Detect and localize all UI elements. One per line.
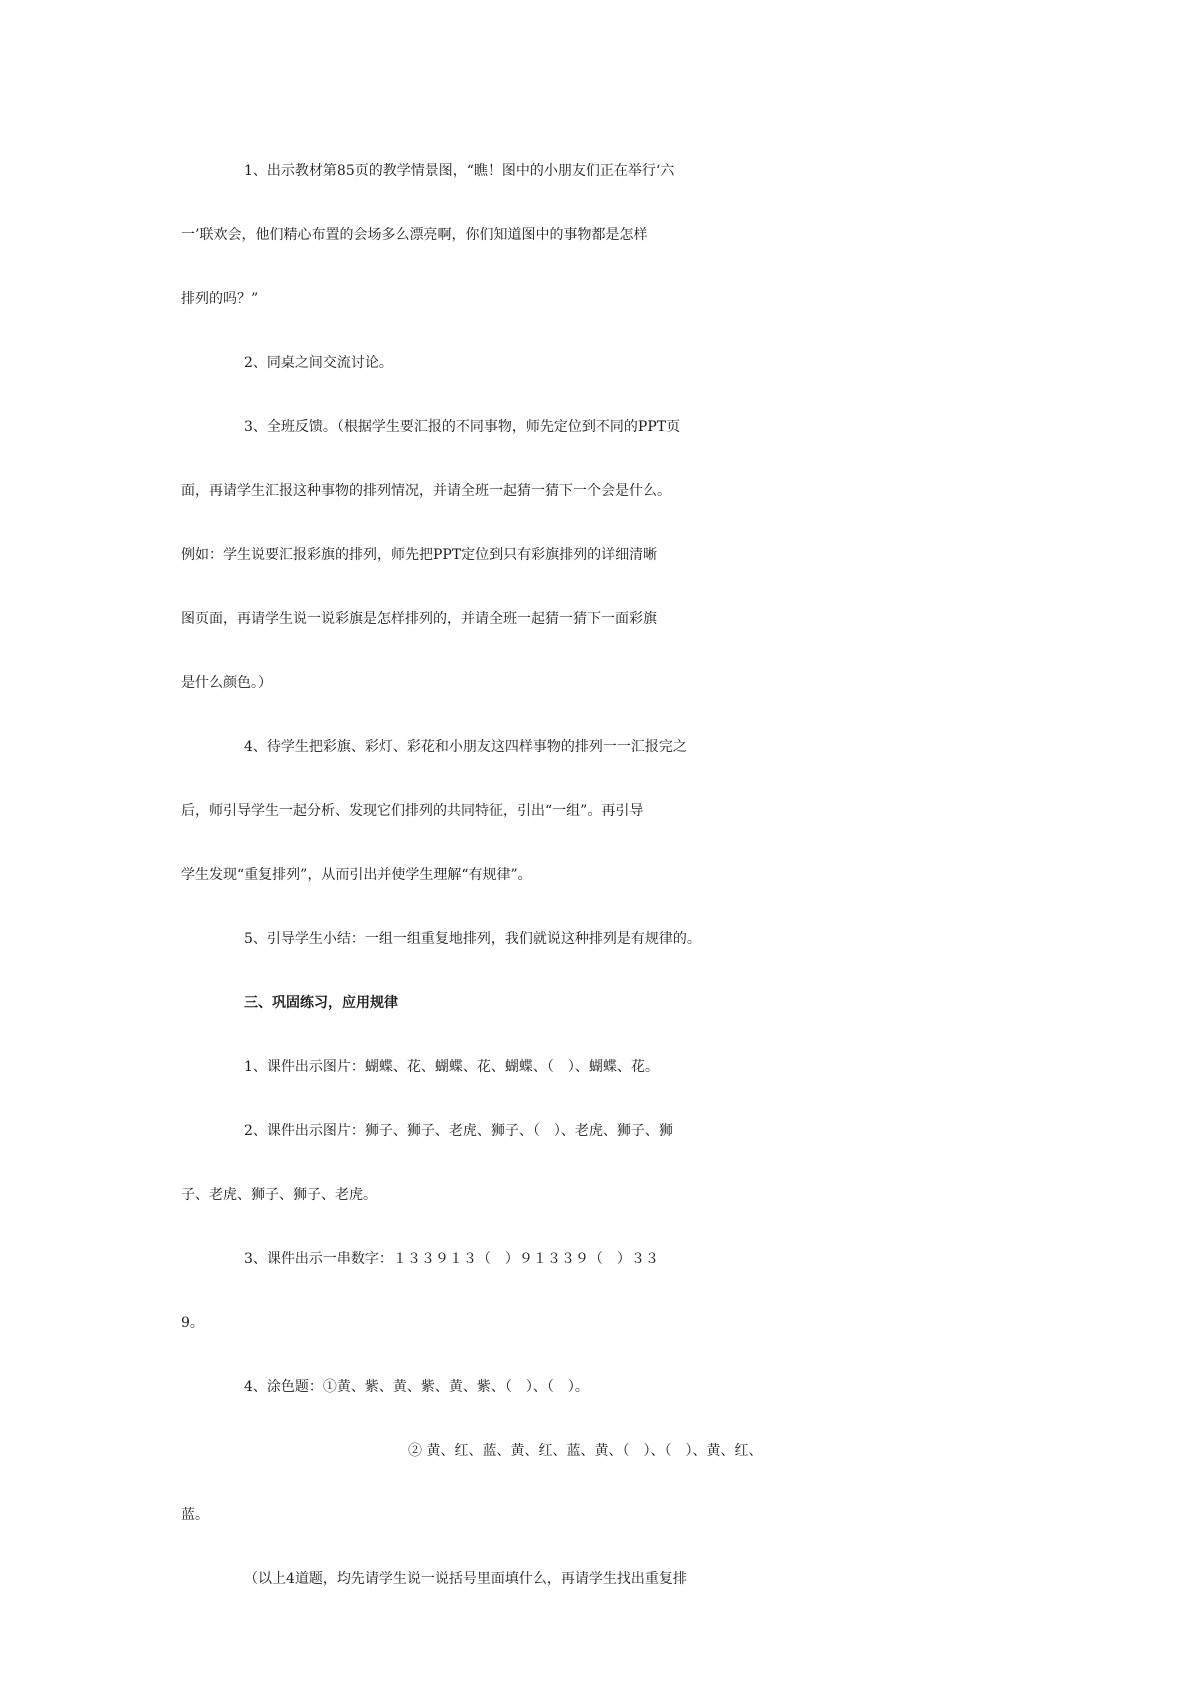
text-line: ② 黄、红、蓝、黄、红、蓝、黄、（ ）、（ ）、黄、红、 xyxy=(408,1443,763,1459)
text-line: 例如：学生说要汇报彩旗的排列，师先把PPT定位到只有彩旗排列的详细清晰 xyxy=(181,547,658,563)
text-line: 4、待学生把彩旗、彩灯、彩花和小朋友这四样事物的排列一一汇报完之 xyxy=(244,739,687,755)
text-line: 9。 xyxy=(181,1315,204,1331)
text-line: 蓝。 xyxy=(181,1507,209,1523)
text-line: 5、引导学生小结：一组一组重复地排列，我们就说这种排列是有规律的。 xyxy=(244,931,701,947)
text-line: 面，再请学生汇报这种事物的排列情况，并请全班一起猜一猜下一个会是什么。 xyxy=(181,483,671,499)
text-line: 子、老虎、狮子、狮子、老虎。 xyxy=(181,1187,377,1203)
text-line: 1、出示教材第85页的教学情景图，“瞧！图中的小朋友们正在举行‘六 xyxy=(244,163,675,179)
text-line: 1、课件出示图片：蝴蝶、花、蝴蝶、花、蝴蝶、（ ）、蝴蝶、花。 xyxy=(244,1059,659,1075)
text-line: 图页面，再请学生说一说彩旗是怎样排列的，并请全班一起猜一猜下一面彩旗 xyxy=(181,611,657,627)
text-line: 2、课件出示图片：狮子、狮子、老虎、狮子、（ ）、老虎、狮子、狮 xyxy=(244,1123,673,1139)
text-line: 一’联欢会，他们精心布置的会场多么漂亮啊，你们知道图中的事物都是怎样 xyxy=(181,227,648,243)
text-line: （以上4道题，均先请学生说一说括号里面填什么，再请学生找出重复排 xyxy=(244,1571,687,1587)
text-line: 后，师引导学生一起分析、发现它们排列的共同特征，引出“一组”。再引导 xyxy=(181,803,644,819)
text-line: 3、全班反馈。（根据学生要汇报的不同事物，师先定位到不同的PPT页 xyxy=(244,419,681,435)
text-line: 排列的吗？” xyxy=(181,291,259,307)
text-line: 3、课件出示一串数字：１３３９１３（ ）９１３３９（ ）３３ xyxy=(244,1251,659,1267)
section-heading: 三、巩固练习，应用规律 xyxy=(244,995,398,1011)
text-line: 2、同桌之间交流讨论。 xyxy=(244,355,393,371)
text-line: 是什么颜色。） xyxy=(181,675,272,691)
text-line: 4、涂色题：①黄、紫、黄、紫、黄、紫、（ ）、（ ）。 xyxy=(244,1379,589,1395)
text-line: 学生发现“重复排列”，从而引出并使学生理解“有规律”。 xyxy=(181,867,532,883)
